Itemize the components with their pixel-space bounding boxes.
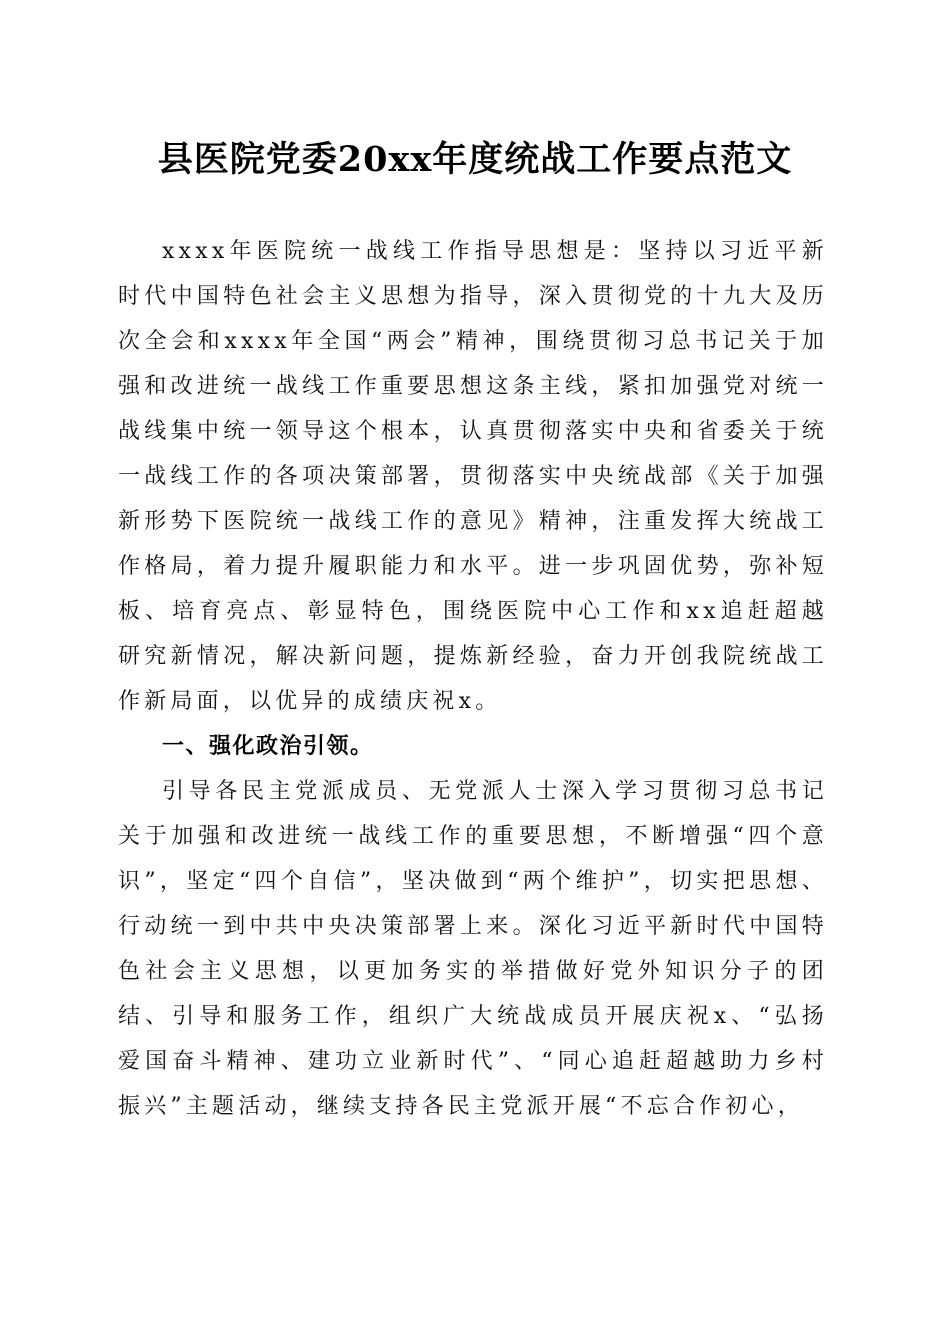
paragraph-guiding-thought: xxxx年医院统一战线工作指导思想是：坚持以习近平新时代中国特色社会主义思想为指导，深入贯彻党的十九大及历次全会和xxxx年全国“两会”精神，围绕贯彻习总书记关于加强和改进统一战线工作重要思想这条主线，紧扣加强党对统一战线集中统一领导这个根本，认真贯彻落实中央和省委关于统一战线工作的各项决策部署，贯彻落实中央统战部《关于加强新形势下医院统一战线工作的意见》精神，注重发挥大统战工作格局，着力提升履职能力和水平。进一步巩固优势，弥补短板、培育亮点、彰显特色，围绕医院中心工作和xx追赶超越研究新情况，解决新问题，提炼新经验，奋力开创我院统战工作新局面，以优异的成绩庆祝x。 <box>118 239 828 714</box>
document-title: 县医院党委20xx年度统战工作要点范文 <box>157 139 793 180</box>
section-heading-political-guidance: 一、强化政治引领。 <box>162 734 374 759</box>
paragraph-political-guidance: 引导各民主党派成员、无党派人士深入学习贯彻习总书记关于加强和改进统一战线工作的重要思想，不断增强“四个意识”，坚定“四个自信”，坚决做到“两个维护”，切实把思想、行动统一到中共中央决策部署上来。深化习近平新时代中国特色社会主义思想，以更加务实的举措做好党外知识分子的团结、引导和服务工作，组织广大统战成员开展庆祝x、“弘扬爱国奋斗精神、建功立业新时代”、“同心追赶超越助力乡村振兴”主题活动，继续支持各民主党派开展“不忘合作初心， <box>118 779 828 1119</box>
document-body <box>118 229 828 1129</box>
